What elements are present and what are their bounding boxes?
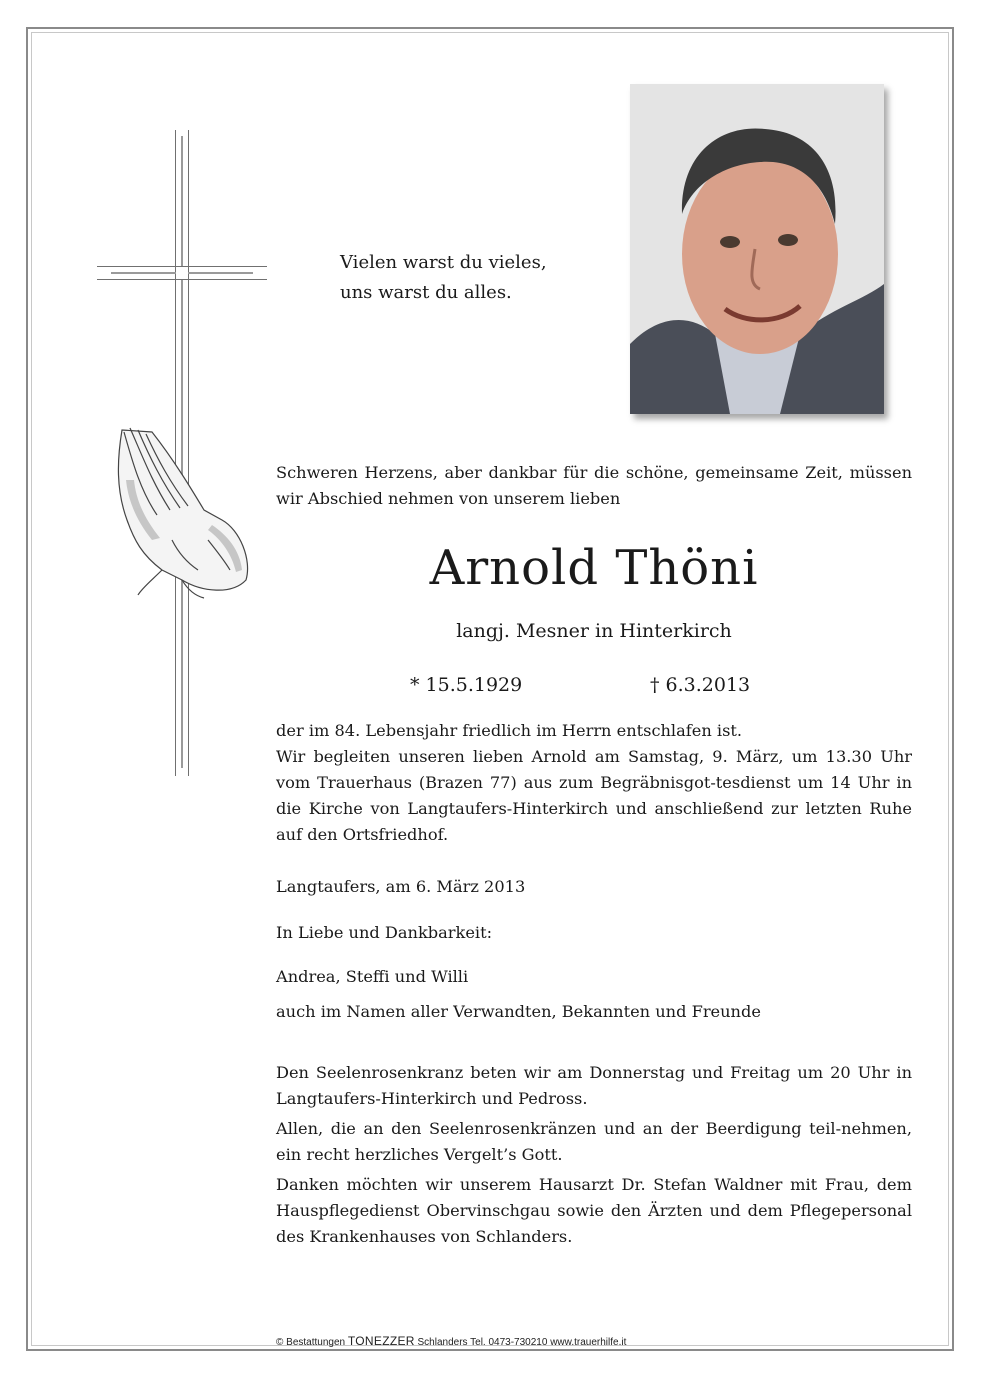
intro-text: Schweren Herzens, aber dankbar für die schöne, gemeinsame Zeit, müssen wir Abschied nehmen von unserem lieben bbox=[276, 463, 912, 508]
relatives-line: auch im Namen aller Verwandten, Bekannten und Freunde bbox=[276, 1002, 761, 1021]
death-date: † 6.3.2013 bbox=[650, 674, 751, 696]
deceased-name: Arnold Thöni bbox=[429, 540, 759, 596]
praying-hands-icon bbox=[112, 420, 252, 600]
body-p1: der im 84. Lebensjahr friedlich im Herrn entschlafen ist. bbox=[276, 721, 743, 740]
thanks-text-2: Danken möchten wir unserem Hausarzt Dr. Stefan Waldner mit Frau, dem Hauspflegedienst Obervinschgau sowie den Ärzten und dem Pflegepersonal des Krankenhauses von Schlanders. bbox=[276, 1175, 912, 1246]
quote-line-2: uns warst du alles. bbox=[340, 282, 512, 303]
quote-line-1: Vielen warst du vieles, bbox=[340, 252, 547, 273]
place-date: Langtaufers, am 6. März 2013 bbox=[276, 877, 526, 896]
quote bbox=[340, 248, 547, 308]
portrait-photo bbox=[630, 84, 884, 414]
family-names: Andrea, Steffi und Willi bbox=[276, 967, 469, 986]
deceased-role: langj. Mesner in Hinterkirch bbox=[456, 620, 732, 642]
birth-date: * 15.5.1929 bbox=[410, 674, 523, 696]
footer-prefix: © Bestattungen bbox=[276, 1337, 346, 1348]
body-p2: Wir begleiten unseren lieben Arnold am Samstag, 9. März, um 13.30 Uhr vom Trauerhaus (Brazen 77) aus zum Begräbnisgot-tesdienst um 14 Uhr in die Kirche von Langtaufers-Hinterkirch und anschließend zur letzten Ruhe auf den Ortsfriedhof. bbox=[276, 747, 912, 844]
footer bbox=[276, 1334, 626, 1348]
footer-company: TONEZZER bbox=[347, 1334, 415, 1348]
rosary-text: Den Seelenrosenkranz beten wir am Donnerstag und Freitag um 20 Uhr in Langtaufers-Hinterkirch und Pedross. bbox=[276, 1063, 912, 1108]
footer-suffix: Schlanders Tel. 0473-730210 www.trauerhilfe.it bbox=[417, 1337, 627, 1348]
love-line: In Liebe und Dankbarkeit: bbox=[276, 923, 493, 942]
thanks-text-1: Allen, die an den Seelenrosenkränzen und an der Beerdigung teil-nehmen, ein recht herzliches Vergelt’s Gott. bbox=[276, 1119, 912, 1164]
